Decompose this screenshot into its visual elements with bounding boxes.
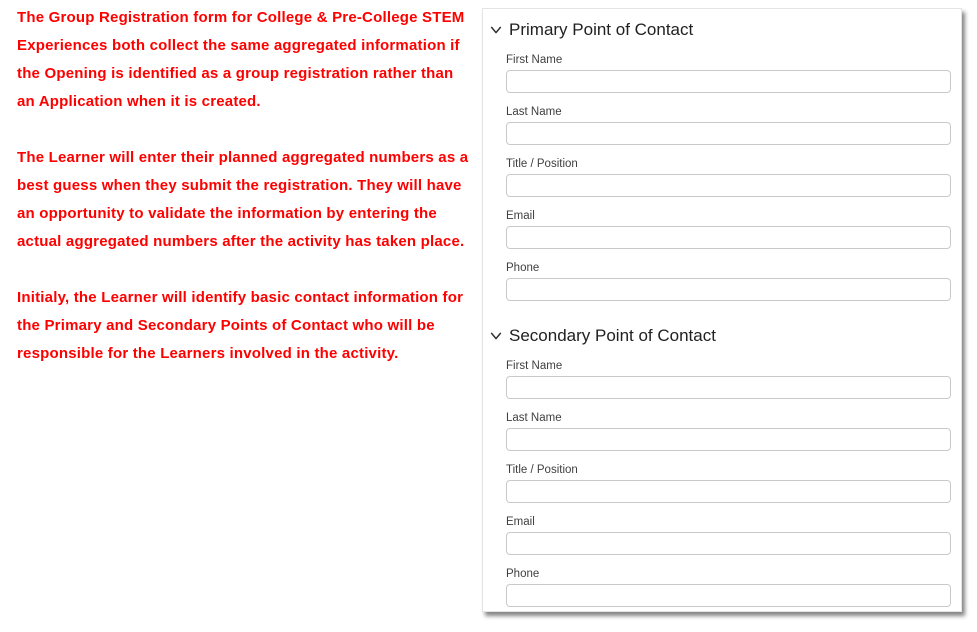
field-label: First Name [506,54,563,66]
text-input[interactable] [506,532,951,555]
field-group [506,567,951,607]
note-paragraph: The Learner will enter their planned aggregated numbers as a best guess when they submit the registration. They will have an opportunity to validate the information by entering the actual aggregated numbers after the activity has taken place. [17,149,469,250]
text-input[interactable] [506,122,951,145]
field-label: Email [506,516,535,528]
text-input[interactable] [506,584,951,607]
chevron-down-icon[interactable] [489,23,503,37]
field-label: First Name [506,360,563,372]
field-group [506,209,951,249]
text-input[interactable] [506,226,951,249]
note-paragraph: Initialy, the Learner will identify basic contact information for the Primary and Secondary Points of Contact who will be responsible for the Learners involved in the activity. [17,289,464,362]
text-input[interactable] [506,278,951,301]
contact-section [489,325,951,607]
field-group [506,157,951,197]
field-group [506,411,951,451]
field-label: Phone [506,262,540,274]
notes-column [17,4,475,396]
field-label: Title / Position [506,158,578,170]
field-group [506,515,951,555]
field-group [506,53,951,93]
field-label: Last Name [506,106,562,118]
section-header[interactable] [489,325,951,347]
chevron-down-icon[interactable] [489,329,503,343]
section-title: Secondary Point of Contact [509,326,716,345]
text-input[interactable] [506,70,951,93]
field-label: Last Name [506,412,562,424]
field-label: Phone [506,568,540,580]
field-group [506,359,951,399]
text-input[interactable] [506,174,951,197]
field-group [506,261,951,301]
contact-form-panel [482,8,962,612]
field-group [506,105,951,145]
text-input[interactable] [506,480,951,503]
note-paragraph: The Group Registration form for College & Pre-College STEM Experiences both collect the same aggregated information if the Opening is identified as a group registration rather than an Application when it is created. [17,9,465,110]
contact-section [489,19,951,301]
field-group [506,463,951,503]
field-label: Email [506,210,535,222]
field-label: Title / Position [506,464,578,476]
text-input[interactable] [506,428,951,451]
section-title: Primary Point of Contact [509,20,694,39]
section-header[interactable] [489,19,951,41]
text-input[interactable] [506,376,951,399]
